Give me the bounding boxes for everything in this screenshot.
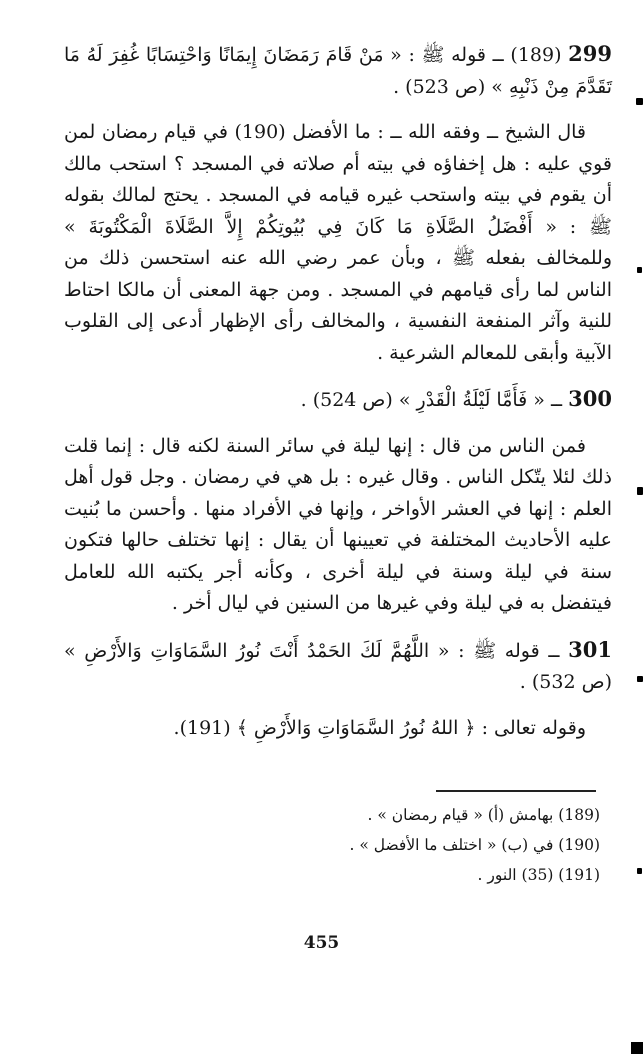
page-number: 455 [303, 933, 340, 953]
entry-number: 300 [568, 386, 612, 411]
entry-300-paragraph: فمن الناس من قال : إنها ليلة في سائر السنة لكنه قال : إنما قلت ذلك لئلا يتّكل الناس . وقال غيره : بل هي في رمضان . وجل قول أهل العلم : إنها في العشر الأواخر ، وإنها في الأفراد منها . وأحسن ما بُنيت عليه الأحاديث المختلفة في تعيينها أن يقال : إنها تختلف حالها فتكون سنة في ليلة وسنة في ليلة أخرى ، وكأنه أجر يكتبه الله للعامل فيتفضل به في ليلة وفي غيرها من السنين في ليال أخر . [64, 434, 612, 614]
entry-301-heading [64, 634, 612, 699]
entry-301-paragraph: وقوله تعالى : ﴿ اللهُ نُورُ السَّمَاوَاتِ وَالأَرْضِ ﴾ (191). [173, 716, 586, 739]
scan-edge-mark [636, 98, 643, 105]
entry-number: 299 [568, 41, 612, 66]
entry-heading-text: ــ « فَأَمَّا لَيْلَةُ الْقَدْرِ » (ص 524) . [300, 389, 563, 411]
entry-299-heading [64, 38, 612, 103]
entry-heading-text: (189) ــ قوله ﷺ : « مَنْ قَامَ رَمَضَانَ إِيمَانًا وَاحْتِسَابًا غُفِرَ لَهُ مَا تَقَدَّمَ مِنْ ذَنْبِهِ » (ص 523) . [64, 44, 612, 98]
scan-edge-mark [637, 868, 642, 874]
entry-299-paragraph: قال الشيخ ــ وفقه الله ــ : ما الأفضل (190) في قيام رمضان لمن قوي عليه : هل إخفاؤه في بيته أم صلاته في المسجد ؟ استحب مالك أن يقوم في بيته واستحب غيره قيامه في المسجد . يحتج لمالك بقوله ﷺ : « أَفْضَلُ الصَّلَاةِ مَا كَانَ فِي بُيُوتِكُمْ إِلاَّ الصَّلَاةَ الْمَكْتُوبَةَ » وللمخالف بفعله ﷺ ، وبأن عمر رضي الله عنه استحسن ذلك من الناس لما رأى قيامهم في المسجد . ومن جهة المعنى أن مالكا احتاط للنية وآثر المنفعة النفسية ، والمخالف رأى الإظهار أدعى إلى القلوب الآبية وأبقى للمعالم الشرعية . [64, 121, 612, 364]
footnote-divider [436, 790, 596, 792]
scan-edge-mark [637, 676, 643, 682]
scan-edge-mark [637, 487, 643, 495]
footnote: (191) (35) النور . [477, 866, 600, 884]
entry-300-heading [64, 383, 612, 417]
entry-heading-text: ــ قوله ﷺ : « اللَّهُمَّ لَكَ الحَمْدُ أَنْتَ نُورُ السَّمَاوَاتِ وَالأَرْضِ » (ص 532) . [64, 639, 612, 693]
main-text [64, 38, 612, 744]
footnotes [180, 800, 600, 890]
scan-corner-mark [631, 1042, 643, 1054]
footnote: (190) في (ب) « اختلف ما الأفضل » . [349, 836, 600, 854]
scan-edge-mark [637, 267, 642, 273]
entry-number: 301 [568, 636, 612, 662]
footnote: (189) بهامش (أ) « قيام رمضان » . [367, 806, 600, 824]
